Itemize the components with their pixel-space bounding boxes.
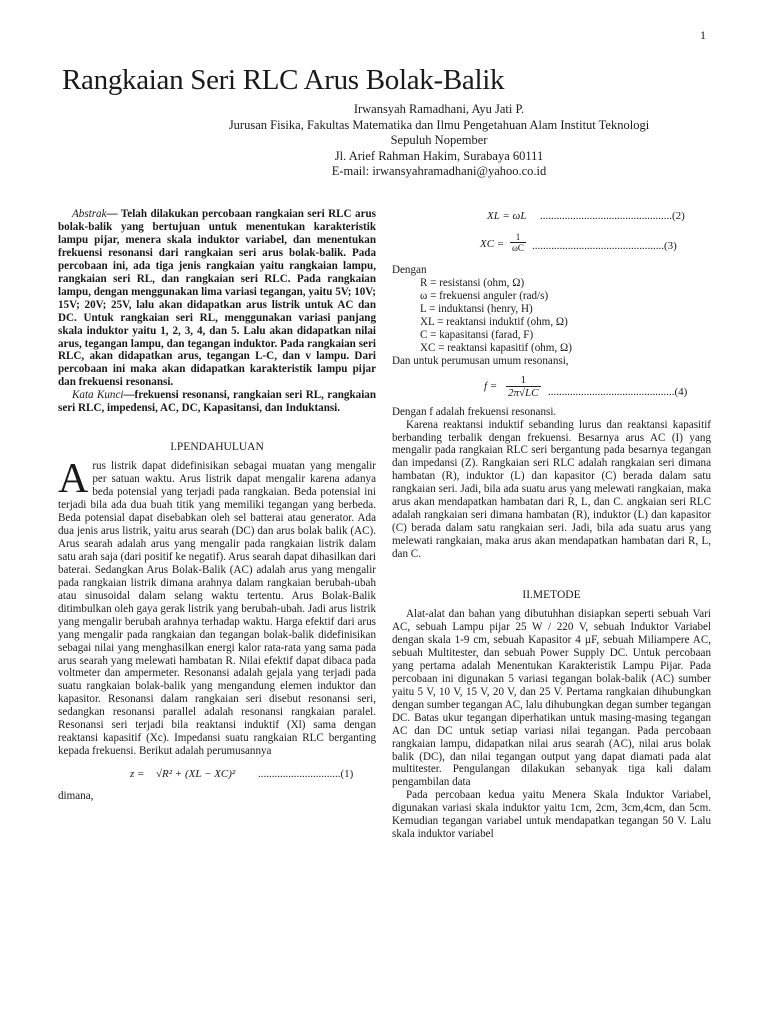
- drop-cap: A: [58, 456, 89, 503]
- eq4-denominator: 2π√LC: [508, 386, 539, 399]
- eq4-lhs: f =: [484, 379, 498, 392]
- eq3-number: ................................................(3): [532, 240, 677, 252]
- def-capacitance: C = kapasitansi (farad, F): [420, 328, 534, 341]
- section-heading-method: II.METODE: [522, 589, 581, 602]
- author-block: [150, 102, 728, 180]
- affiliation-line-2: Sepuluh Nopember: [390, 133, 488, 147]
- affiliation-line-1: Jurusan Fisika, Fakultas Matematika dan Ilmu Pengetahuan Alam Institut Teknologi: [228, 117, 650, 132]
- eq4-after: Dengan f adalah frekuensi resonansi.: [392, 405, 557, 418]
- abstract-label: Abstrak: [72, 208, 107, 220]
- eq1-lhs: z =: [130, 768, 145, 781]
- eq4-number: ..............................................(4): [548, 385, 688, 398]
- eq3-lhs: XC =: [480, 238, 505, 250]
- introduction-text: rus listrik dapat didefinisikan sebagai muatan yang mengalir per satuan waktu. Arus listrik dapat mengalir karena adanya beda potensial yang terjadi pada rangkaian. Beda potensial ini terjadi bila ada dua buah titik yang memiliki tegangan yang berbeda. Beda potensial dapat disebabkan oleh sel batterai atau generator. Ada dua jenis arus listrik, yaitu arus searah (DC) dan arus bolak balik (AC). Arus searah adalah arus yang mengalir pada rangkaian listrik dalam satu arah saja (dari positif ke negatif). Arus searah dapat dihasilkan dari baterai. Sedangkan Arus Bolak-Balik (AC) adalah arus yang mengalir pada rangkaian listrik dimana arahnya dalam rangkaian berubah-ubah atau sinusoidal dalam selang waktu tertentu. Arus Bolak-Balik ditimbulkan oleh gaya gerak listrik yang berubah-ubah. Jadi arus listrik yang mengalir berubah arahnya terhadap waktu. Harga efektif dari arus yang mengalir pada rangkaian dan tegangan bolak-balik didefinisikan sebagai nilai yang menghasilkan energi kalor rata-rata yang sama pada arus searah yang melewati hambatan R. Nilai efektif dapat dibaca pada voltmeter dan ampermeter. Resonansi adalah gejala yang terjadi pada suatu rangkaian bolak-balik yang mengandung elemen induktor dan kapasitor. Resonansi dalam rangkaian seri disebut resonansi seri, sedangkan resonansi parallel adalah resonansi rangkaian paralel. Resonansi seri terjadi bila reaktansi induktif (Xl) sama dengan reaktansi kapasitif (Xc). Impedansi suatu rangkaian RLC berganting kepada frekuensi. Berikut adalah perumusannya: [58, 460, 376, 758]
- abstract-text: — Telah dilakukan percobaan rangkaian seri RLC arus bolak-balik yang bertujuan untuk menentukan karakteristik lampu pijar, menera skala induktor variabel, dan menentukan frekuensi resonansi dari rangkaian seri arus bolak-balik. Pada percobaan ini, ada tiga jenis rangkaian yaitu rangkaian lampu, rangkaian seri RL, dan rangkaian seri RLC. Pada rangkaian lampu, dengan menggunakan lima variasi tegangan, yaitu 5V; 10V; 15V; 20V; 25V, lalu akan didapatkan arus listrik untuk AC dan DC. Untuk rangkaian seri RL, menggunakan variasi panjang skala induktor yaitu 1, 2, 3, 4, dan 5. Lalu akan didapatkan nilai arus, tegangan lampu, dan tegangan induktor. Pada rangkaian seri RLC, akan didapatkan arus, tegangan L-C, dan v lampu. Dari percobaan ini maka akan didapatkan karakteristik lampu pijar dan frekuensi resonansi.: [58, 208, 376, 389]
- def-resistance: R = resistansi (ohm, Ω): [420, 276, 525, 289]
- keywords-text: —frekuensi resonansi, rangkaian seri RL, rangkaian seri RLC, impedensi, AC, DC, Kapasitansi, dan Induktansi.: [58, 389, 376, 415]
- paper-title: Rangkaian Seri RLC Arus Bolak-Balik: [62, 64, 505, 96]
- def-inductance: L = induktansi (henry, H): [420, 302, 533, 315]
- method-paragraph-1: Alat-alat dan bahan yang dibutuhhan disiapkan seperti sebuah Vari AC, sebuah Lampu pijar 25 W / 220 V, sebuah Induktor Variabel dengan skala 1-9 cm, sebuah Kapasitor 4 µF, sebuah Miliampere AC, sebuah Multitester, dan sebuah Power Supply DC. Untuk percobaan yang pertama adalah Menentukan Karakteristik Lampu Pijar. Pada percobaan ini digunakan 5 variasi tegangan bolak-balik (AC) sumber yaitu 5 V, 10 V, 15 V, 20 V, dan 25 V. Pertama rangkaian dihubungkan dengan sumber tegangan AC, lalu dihubungkan degan sumber tegangan DC. Batas ukur tegangan diperhatikan untuk masing-masing tegangan AC dan DC untuk setiap variasi nilai tegangan. Pada percobaan rangkaian lampu, didapatkan nilai arus searah (AC), nilai arus bolak balik (DC), dan nilai tegangan output yang dapat diamati pada alat multitester. Pengulangan dilakukan sebanyak tiga kali dalam pengambilan data: [392, 608, 711, 789]
- def-capacitive-reactance: XC = reaktansi kapasitif (ohm, Ω): [420, 341, 572, 354]
- eq2-lhs: XL = ωL: [487, 210, 527, 222]
- def-angular-frequency: ω = frekuensi anguler (rad/s): [420, 289, 549, 302]
- equation-2: [392, 210, 711, 230]
- eq1-rhs: √R² + (XL − XC)²: [156, 768, 236, 781]
- email: E-mail: irwansyahramadhani@yahoo.co.id: [331, 164, 547, 178]
- keywords: [58, 389, 376, 415]
- method-paragraph-2: Pada percobaan kedua yaitu Menera Skala Induktor Variabel, digunakan variasi skala induktor yaitu 1cm, 2cm, 3cm,4cm, dan 5cm. Kemudian tegangan variabel untuk mendapatkan tegangan 50 V. Lalu skala induktor variabel: [392, 789, 711, 841]
- address: Jl. Arief Rahman Hakim, Surabaya 60111: [334, 148, 544, 163]
- eq4-fraction: [506, 374, 541, 399]
- after-equation-text: dimana,: [58, 790, 94, 803]
- dengan-label: Dengan: [392, 264, 427, 276]
- variable-definitions: [420, 277, 711, 355]
- author-names: Irwansyah Ramadhani, Ayu Jati P.: [353, 102, 525, 116]
- eq3-numerator: 1: [510, 232, 526, 243]
- eq3-fraction: [510, 232, 526, 253]
- eq1-number: ..............................(1): [258, 768, 354, 781]
- resonance-intro: Dan untuk perumusan umum resonansi,: [392, 354, 569, 367]
- def-inductive-reactance: XL = reaktansi induktif (ohm, Ω): [420, 315, 568, 328]
- equation-1: [58, 768, 376, 788]
- equation-3: [392, 232, 711, 258]
- eq4-numerator: 1: [506, 374, 541, 387]
- left-column: [58, 208, 376, 803]
- introduction-paragraph: [58, 456, 376, 758]
- keywords-label: Kata Kunci: [72, 389, 124, 402]
- eq2-number: ................................................(2): [540, 210, 685, 222]
- abstract: [58, 208, 376, 389]
- eq3-denominator: ωC: [512, 243, 524, 253]
- equation-4: [392, 370, 711, 404]
- right-column: [392, 208, 711, 841]
- section-heading-introduction: I.PENDAHULUAN: [170, 441, 264, 454]
- reactance-paragraph: Karena reaktansi induktif sebanding lurus dan reaktansi kapasitif berbanding terbalik dengan frekuensi. Besarnya arus AC (I) yang mengalir pada rangkaian RLC seri bergantung pada besarnya tegangan dan impedansi (Z). Rangkaian seri RLC adalah rangkaian seri dimana hambatan (R), induktor (L) dan kapasitor (C) berada dalam satu rangkaian seri. Jadi, bila ada suatu arus yang melewati rangkaian, maka arus akan mendapatkan hambatan dari R, L, dan C. angkaian seri RLC adalah rangkaian seri dimana hambatan (R), induktor (L) dan kapasitor (C) berada dalam satu rangkaian seri. Jadi, bila ada suatu arus yang melewati rangkaian, maka arus akan mendapatkan hambatan dari R, L, dan C.: [392, 418, 711, 561]
- page-number: 1: [700, 28, 706, 42]
